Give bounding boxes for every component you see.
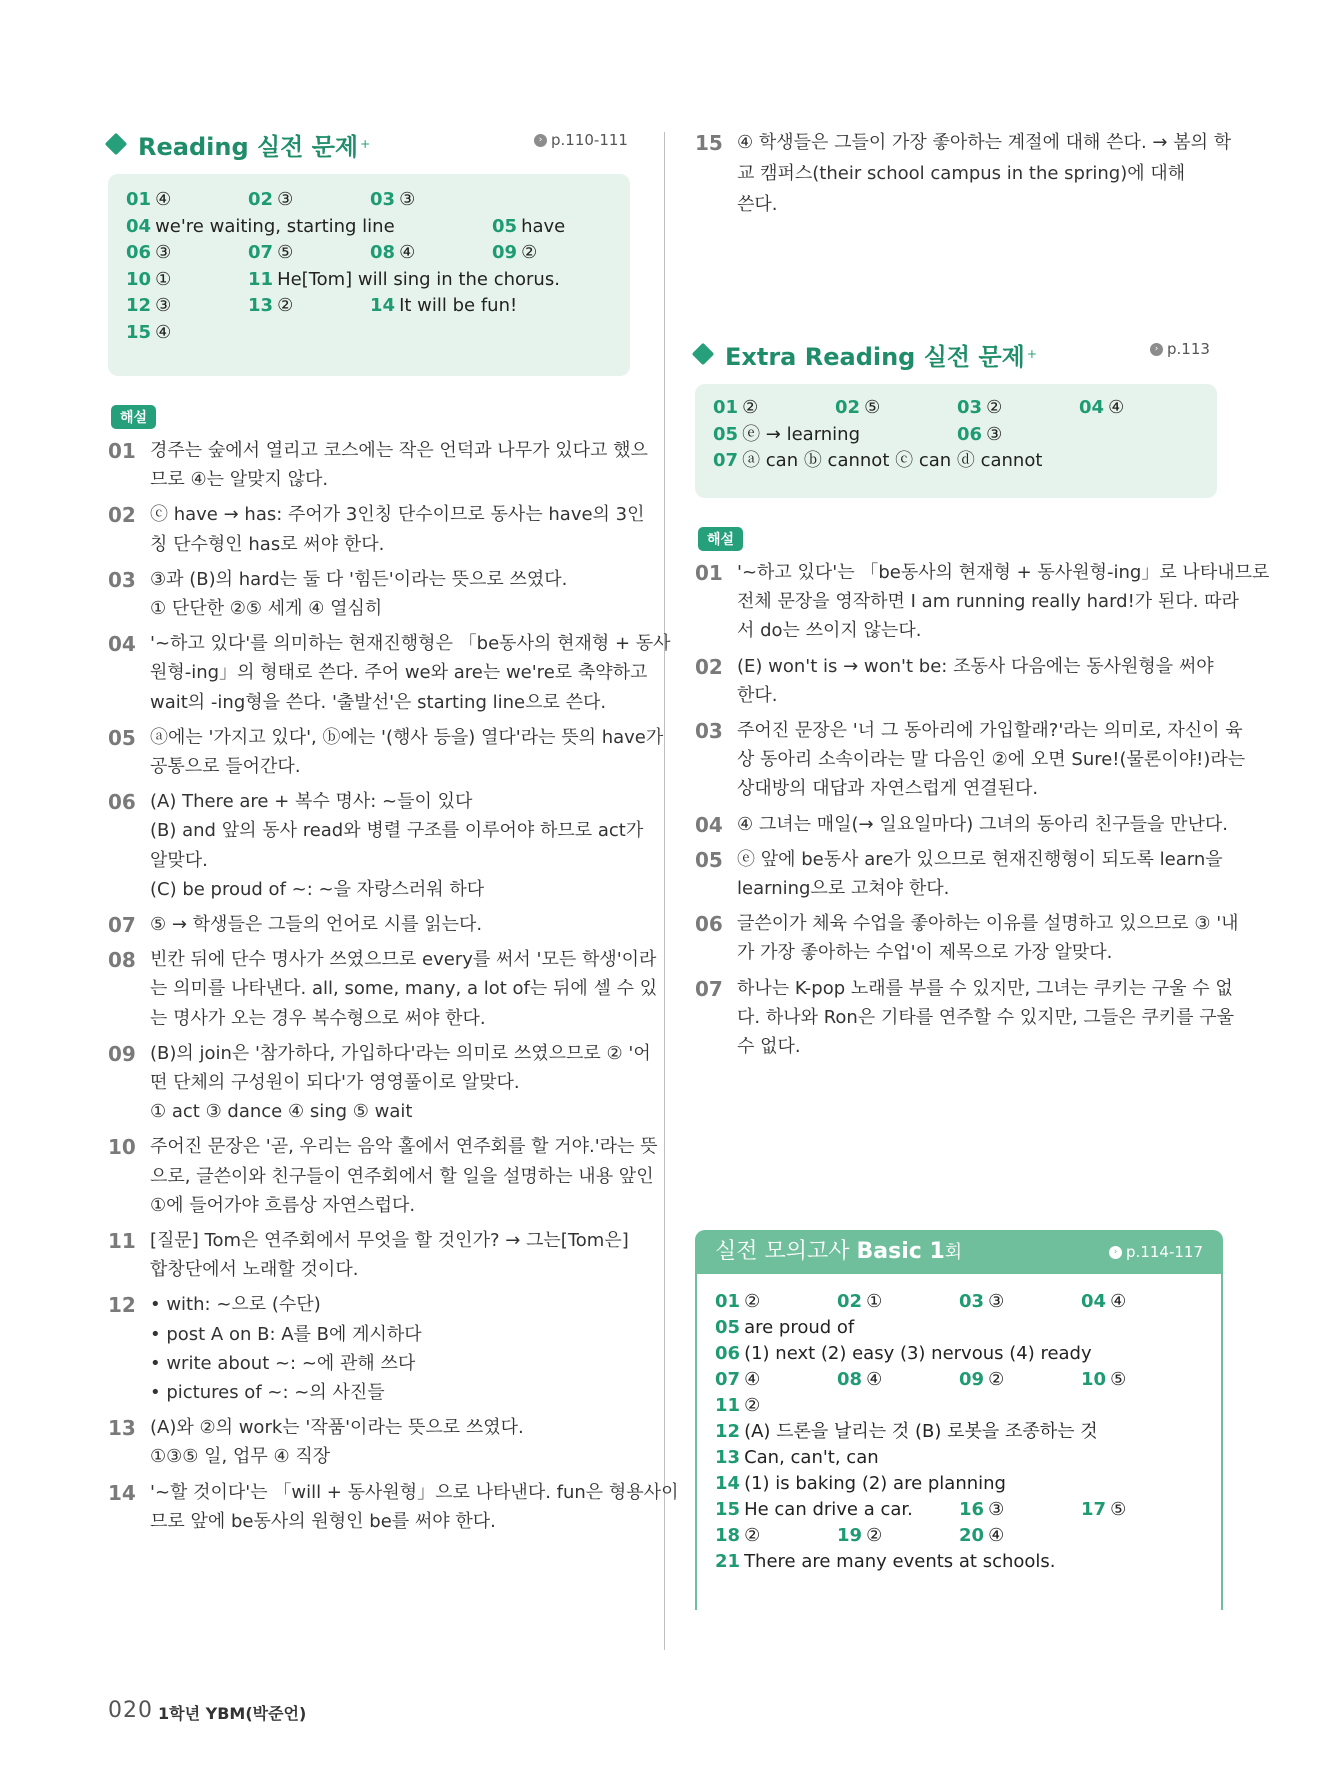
answer-number: 18 bbox=[715, 1525, 741, 1546]
answer-item bbox=[715, 1340, 1092, 1368]
answer-item bbox=[713, 394, 758, 422]
answer-value: ③ bbox=[155, 295, 172, 316]
answer-number: 03 bbox=[957, 397, 983, 418]
answer-number: 10 bbox=[126, 268, 152, 290]
explanation-line: '~하고 있다'를 의미하는 현재진행형은 「be동사의 현재형 + 동사 bbox=[150, 633, 671, 655]
answer-value: ③ bbox=[155, 242, 172, 263]
explanation-line: • write about ~: ~에 관해 쓰다 bbox=[150, 1352, 416, 1374]
answer-number: 02 bbox=[837, 1291, 863, 1312]
answer-number: 07 bbox=[248, 242, 274, 263]
answer-number: 16 bbox=[959, 1499, 985, 1520]
answer-value: (1) next (2) easy (3) nervous (4) ready bbox=[744, 1343, 1092, 1364]
explanation-line: 서 do는 쓰이지 않는다. bbox=[737, 620, 922, 642]
answer-value: we're waiting, starting line bbox=[155, 215, 395, 237]
explanation-line: 하나는 K-pop 노래를 부를 수 있지만, 그녀는 쿠키는 구울 수 없 bbox=[737, 977, 1233, 999]
answer-value: ② bbox=[742, 397, 759, 418]
answer-item bbox=[835, 394, 880, 422]
page-number: 020 bbox=[108, 1698, 153, 1723]
reading-page-ref: › p.110-111 bbox=[534, 131, 628, 149]
answer-item bbox=[959, 1366, 1004, 1394]
answer-number: 04 bbox=[126, 215, 152, 237]
answer-item bbox=[126, 186, 171, 214]
answer-number: 11 bbox=[248, 268, 274, 290]
answer-number: 01 bbox=[126, 189, 152, 210]
explanation-line: 떤 단체의 구성원이 되다'가 영영풀이로 알맞다. bbox=[150, 1071, 520, 1093]
answer-item bbox=[126, 239, 171, 267]
answer-item bbox=[837, 1366, 882, 1394]
answer-value: ④ bbox=[1108, 397, 1125, 418]
answer-number: 21 bbox=[715, 1551, 741, 1572]
answer-value: ③ bbox=[399, 189, 416, 210]
explanation-number: 05 bbox=[695, 847, 723, 872]
answer-number: 05 bbox=[715, 1317, 741, 1338]
explanation-number: 03 bbox=[695, 719, 723, 743]
answer-value: (A) 드론을 날리는 것 (B) 로봇을 조종하는 것 bbox=[744, 1421, 1098, 1442]
reading-answer-box bbox=[108, 174, 630, 376]
answer-value: ④ bbox=[744, 1369, 761, 1390]
explanation-line: learning으로 고쳐야 한다. bbox=[737, 877, 950, 899]
explanation-number: 04 bbox=[108, 632, 136, 657]
answer-item bbox=[492, 239, 537, 267]
explanation-line: (C) be proud of ~: ~을 자랑스러워 하다 bbox=[150, 878, 485, 900]
explanation-line: 상 동아리 소속이라는 말 다음인 ②에 오면 Sure!(물론이야!)라는 bbox=[737, 749, 1246, 771]
answer-item bbox=[715, 1288, 760, 1316]
explanation-line: • with: ~으로 (수단) bbox=[150, 1294, 321, 1316]
column-divider bbox=[664, 132, 665, 1650]
explanation-line: 가 가장 좋아하는 수업'이 제목으로 가장 알맞다. bbox=[737, 942, 1113, 964]
answer-number: 02 bbox=[835, 397, 861, 418]
explanation-line: 합창단에서 노래할 것이다. bbox=[150, 1259, 359, 1281]
answer-item bbox=[248, 266, 560, 294]
explanation-line: 전체 문장을 영작하면 I am running really hard!가 된다. 따라 bbox=[737, 591, 1239, 613]
answer-number: 06 bbox=[715, 1343, 741, 1364]
explanation-number: 03 bbox=[108, 567, 136, 592]
plus-mark: + bbox=[1026, 347, 1037, 361]
explanation-number: 13 bbox=[108, 1416, 136, 1441]
answer-value: ④ bbox=[1110, 1291, 1127, 1312]
answer-number: 13 bbox=[248, 295, 274, 316]
explanation-line: [질문] Tom은 연주회에서 무엇을 할 것인가? → 그는[Tom은] bbox=[150, 1230, 629, 1251]
answer-value: ② bbox=[988, 1369, 1005, 1390]
answer-value: ② bbox=[866, 1525, 883, 1546]
explanation-number: 10 bbox=[108, 1135, 136, 1160]
explanation-line: (E) won't is → won't be: 조동사 다음에는 동사원형을 써야 bbox=[737, 655, 1214, 677]
answer-item bbox=[126, 319, 171, 347]
answer-item bbox=[957, 394, 1002, 422]
mock-test-answer-box bbox=[695, 1274, 1223, 1610]
explanation-line: ① act ③ dance ④ sing ⑤ wait bbox=[150, 1101, 413, 1123]
answer-value: ② bbox=[521, 242, 538, 263]
answer-number: 08 bbox=[370, 242, 396, 263]
answer-item bbox=[715, 1418, 1098, 1446]
answer-item bbox=[959, 1522, 1004, 1550]
explanation-number: 04 bbox=[695, 812, 723, 837]
answer-number: 14 bbox=[715, 1473, 741, 1494]
explanation-line: (B) and 앞의 동사 read와 병렬 구조를 이루어야 하므로 act가 bbox=[150, 820, 644, 842]
answer-value: ② bbox=[277, 295, 294, 316]
explanation-number: 02 bbox=[695, 654, 723, 679]
answer-item bbox=[248, 292, 293, 320]
answer-item bbox=[715, 1366, 760, 1394]
answer-number: 07 bbox=[715, 1369, 741, 1390]
explanation-line: 경주는 숲에서 열리고 코스에는 작은 언덕과 나무가 있다고 했으 bbox=[150, 440, 648, 461]
answer-value: ③ bbox=[986, 423, 1003, 445]
footer-title: 1학년 YBM(박준언) bbox=[158, 1704, 307, 1723]
explanation-line: • post A on B: A를 B에 게시하다 bbox=[150, 1323, 422, 1345]
extra-page-ref: › p.113 bbox=[1150, 340, 1210, 358]
mock-test-header bbox=[695, 1230, 1223, 1274]
answer-number: 05 bbox=[713, 423, 739, 445]
answer-value: (1) is baking (2) are planning bbox=[744, 1473, 1006, 1494]
explanation-number: 02 bbox=[108, 503, 136, 528]
answer-value: ③ bbox=[988, 1291, 1005, 1312]
explanation-line: • pictures of ~: ~의 사진들 bbox=[150, 1381, 385, 1403]
answer-item bbox=[1081, 1496, 1126, 1524]
explanation-line: 상대방의 대답과 자연스럽게 연결된다. bbox=[737, 778, 1039, 800]
answer-item bbox=[715, 1314, 854, 1342]
answer-number: 15 bbox=[715, 1499, 741, 1520]
explanation-line: 므로 ④는 알맞지 않다. bbox=[150, 469, 329, 491]
arrow-right-icon: › bbox=[534, 134, 547, 147]
explanation-line: 는 명사가 오는 경우 복수형으로 써야 한다. bbox=[150, 1007, 486, 1029]
answer-item bbox=[837, 1288, 882, 1316]
answer-number: 04 bbox=[1079, 397, 1105, 418]
answer-value: ⑤ bbox=[864, 397, 881, 418]
answer-value: ④ bbox=[988, 1525, 1005, 1546]
answer-number: 20 bbox=[959, 1525, 985, 1546]
answer-item bbox=[1081, 1288, 1126, 1316]
explanation-number: 06 bbox=[695, 912, 723, 937]
explanation-line: ④ 그녀는 매일(→ 일요일마다) 그녀의 동아리 친구들을 만난다. bbox=[737, 813, 1228, 835]
answer-item bbox=[126, 213, 395, 241]
answer-value: ② bbox=[744, 1525, 761, 1546]
answer-item bbox=[1079, 394, 1124, 422]
answer-item bbox=[713, 421, 860, 449]
extra-answer-box bbox=[695, 384, 1217, 498]
explanation-line: 수 없다. bbox=[737, 1035, 801, 1057]
explanation-line: 다. 하나와 Ron은 기타를 연주할 수 있지만, 그들은 쿠키를 구울 bbox=[737, 1006, 1234, 1028]
explanation-line: 공통으로 들어간다. bbox=[150, 755, 301, 777]
explanation-number: 12 bbox=[108, 1293, 136, 1318]
explanation-number: 08 bbox=[108, 948, 136, 973]
explanation-line: 므로 앞에 be동사의 원형인 be를 써야 한다. bbox=[150, 1510, 496, 1532]
reading-section-header bbox=[108, 124, 370, 164]
explanation-line: wait의 -ing형을 쓴다. '출발선'은 starting line으로 쓴다. bbox=[150, 691, 607, 713]
explanation-line: (B)의 join은 '참가하다, 가입하다'라는 의미로 쓰였으므로 ② '어 bbox=[150, 1042, 651, 1064]
answer-item bbox=[959, 1496, 1004, 1524]
answer-value: ③ bbox=[988, 1499, 1005, 1520]
answer-value: ② bbox=[744, 1291, 761, 1312]
explanation-line: 알맞다. bbox=[150, 849, 208, 871]
explanation-number: 07 bbox=[695, 976, 723, 1001]
answer-number: 01 bbox=[715, 1291, 741, 1312]
answer-number: 03 bbox=[959, 1291, 985, 1312]
explanation-line: ①에 들어가야 흐름상 자연스럽다. bbox=[150, 1194, 416, 1216]
answer-value: are proud of bbox=[744, 1317, 855, 1338]
answer-number: 09 bbox=[959, 1369, 985, 1390]
answer-number: 04 bbox=[1081, 1291, 1107, 1312]
answer-item bbox=[715, 1392, 760, 1420]
explanation-badge: 해설 bbox=[111, 405, 156, 429]
answer-number: 12 bbox=[126, 295, 152, 316]
answer-number: 15 bbox=[126, 321, 152, 343]
answer-value: ② bbox=[744, 1395, 761, 1416]
answer-item bbox=[248, 186, 293, 214]
diamond-icon bbox=[105, 133, 128, 156]
explanation-number: 05 bbox=[108, 725, 136, 750]
answer-number: 02 bbox=[248, 189, 274, 210]
answer-item bbox=[713, 447, 1042, 475]
answer-value: ② bbox=[986, 397, 1003, 418]
explanation-line: 으로, 글쓴이와 친구들이 연주회에서 할 일을 설명하는 내용 앞인 bbox=[150, 1165, 654, 1187]
answer-number: 17 bbox=[1081, 1499, 1107, 1520]
arrow-right-icon: › bbox=[1150, 343, 1163, 356]
answer-item bbox=[370, 292, 517, 320]
answer-value: ① bbox=[155, 268, 172, 290]
answer-value: ① bbox=[866, 1291, 883, 1312]
answer-value: ④ bbox=[155, 321, 172, 343]
answer-number: 01 bbox=[713, 397, 739, 418]
extra-reading-section-title: Extra Reading 실전 문제 bbox=[725, 342, 1025, 371]
answer-item bbox=[715, 1548, 1056, 1576]
answer-number: 06 bbox=[957, 423, 983, 445]
plus-mark: + bbox=[360, 137, 371, 151]
answer-number: 08 bbox=[837, 1369, 863, 1390]
answer-number: 11 bbox=[715, 1395, 741, 1416]
answer-item bbox=[715, 1444, 879, 1472]
explanation-line: 원형-ing」의 형태로 쓴다. 주어 we와 are는 we're로 축약하고 bbox=[150, 662, 648, 684]
answer-number: 06 bbox=[126, 242, 152, 263]
answer-item bbox=[370, 186, 415, 214]
explanation-line: 주어진 문장은 '곧, 우리는 음악 홀에서 연주회를 할 거야.'라는 뜻 bbox=[150, 1136, 658, 1158]
explanation-number: 01 bbox=[695, 561, 723, 585]
answer-value: ⑤ bbox=[277, 242, 294, 263]
explanation-line: ① 단단한 ②⑤ 세게 ④ 열심히 bbox=[150, 597, 383, 619]
extra-reading-section-header bbox=[695, 334, 1037, 374]
answer-number: 14 bbox=[370, 295, 396, 316]
answer-value: It will be fun! bbox=[399, 295, 518, 316]
explanation-number: 15 bbox=[695, 131, 723, 155]
explanation-line: ⑤ → 학생들은 그들의 언어로 시를 읽는다. bbox=[150, 914, 483, 935]
explanation-line: 는 의미를 나타낸다. all, some, many, a lot of는 뒤에 셀 수 있 bbox=[150, 978, 658, 1000]
answer-value: Can, can't, can bbox=[744, 1447, 879, 1468]
answer-value: He can drive a car. bbox=[744, 1499, 913, 1520]
answer-item bbox=[715, 1522, 760, 1550]
explanation-number: 06 bbox=[108, 790, 136, 815]
explanation-line: 쓴다. bbox=[737, 194, 778, 215]
answer-number: 07 bbox=[713, 450, 739, 471]
explanation-number: 11 bbox=[108, 1229, 136, 1253]
answer-item bbox=[715, 1470, 1006, 1498]
reading-section-title: Reading 실전 문제 bbox=[138, 132, 359, 161]
answer-item bbox=[126, 292, 171, 320]
answer-value: ④ bbox=[866, 1369, 883, 1390]
explanation-number: 07 bbox=[108, 913, 136, 937]
answer-value: ⓔ → learning bbox=[742, 423, 861, 445]
explanation-badge: 해설 bbox=[698, 527, 743, 551]
explanation-line: ⓐ에는 '가지고 있다', ⓑ에는 '(행사 등을) 열다'라는 뜻의 have가 bbox=[150, 726, 664, 748]
explanation-number: 14 bbox=[108, 1480, 136, 1505]
answer-item bbox=[957, 421, 1002, 449]
explanation-line: ④ 학생들은 그들이 가장 좋아하는 계절에 대해 쓴다. → 봄의 학 bbox=[737, 132, 1232, 153]
explanation-line: ⓔ 앞에 be동사 are가 있으므로 현재진행형이 되도록 learn을 bbox=[737, 848, 1223, 870]
explanation-line: 한다. bbox=[737, 684, 778, 706]
explanation-line: 주어진 문장은 '너 그 동아리에 가입할래?'라는 의미로, 자신이 육 bbox=[737, 720, 1243, 741]
explanation-line: (A) There are + 복수 명사: ~들이 있다 bbox=[150, 791, 473, 813]
explanation-line: '~하고 있다'는 「be동사의 현재형 + 동사원형-ing」로 나타내므로 bbox=[737, 562, 1270, 583]
mock-page-ref: › p.114-117 bbox=[1109, 1230, 1203, 1274]
explanation-line: (A)와 ②의 work는 '작품'이라는 뜻으로 쓰였다. bbox=[150, 1417, 524, 1439]
answer-item bbox=[248, 239, 293, 267]
arrow-right-icon: › bbox=[1109, 1246, 1122, 1259]
answer-item bbox=[126, 266, 171, 294]
answer-value: ③ bbox=[277, 189, 294, 210]
answer-value: have bbox=[521, 215, 566, 237]
answer-number: 19 bbox=[837, 1525, 863, 1546]
explanation-line: ⓒ have → has: 주어가 3인칭 단수이므로 동사는 have의 3인 bbox=[150, 504, 645, 526]
answer-number: 13 bbox=[715, 1447, 741, 1468]
answer-item bbox=[837, 1522, 882, 1550]
answer-value: ⑤ bbox=[1110, 1499, 1127, 1520]
answer-number: 09 bbox=[492, 242, 518, 263]
answer-value: ⓐ can ⓑ cannot ⓒ can ⓓ cannot bbox=[742, 450, 1043, 471]
answer-number: 12 bbox=[715, 1421, 741, 1442]
answer-value: ④ bbox=[155, 189, 172, 210]
explanation-line: 칭 단수형인 has로 써야 한다. bbox=[150, 533, 385, 555]
explanation-line: '~할 것이다'는 「will + 동사원형」으로 나타낸다. fun은 형용사이 bbox=[150, 1481, 679, 1503]
answer-number: 10 bbox=[1081, 1369, 1107, 1390]
answer-value: ⑤ bbox=[1110, 1369, 1127, 1390]
explanation-line: ③과 (B)의 hard는 둘 다 '힘든'이라는 뜻으로 쓰였다. bbox=[150, 568, 568, 590]
answer-value: ④ bbox=[399, 242, 416, 263]
answer-item bbox=[370, 239, 415, 267]
answer-item bbox=[492, 213, 565, 241]
answer-item bbox=[715, 1496, 913, 1524]
explanation-number: 09 bbox=[108, 1041, 136, 1066]
explanation-line: 교 캠퍼스(their school campus in the spring)에 대해 bbox=[737, 163, 1186, 184]
explanation-line: ①③⑤ 일, 업무 ④ 직장 bbox=[150, 1446, 331, 1468]
explanation-number: 01 bbox=[108, 439, 136, 463]
answer-item bbox=[959, 1288, 1004, 1316]
explanation-line: 글쓴이가 체육 수업을 좋아하는 이유를 설명하고 있으므로 ③ '내 bbox=[737, 913, 1239, 935]
mock-test-title: 실전 모의고사 Basic 1회 bbox=[715, 1239, 963, 1264]
explanation-line: 빈칸 뒤에 단수 명사가 쓰였으므로 every를 써서 '모든 학생'이라 bbox=[150, 949, 657, 971]
answer-number: 05 bbox=[492, 215, 518, 237]
answer-value: He[Tom] will sing in the chorus. bbox=[277, 268, 560, 290]
answer-item bbox=[1081, 1366, 1126, 1394]
answer-number: 03 bbox=[370, 189, 396, 210]
answer-value: There are many events at schools. bbox=[744, 1551, 1056, 1572]
diamond-icon bbox=[692, 343, 715, 366]
